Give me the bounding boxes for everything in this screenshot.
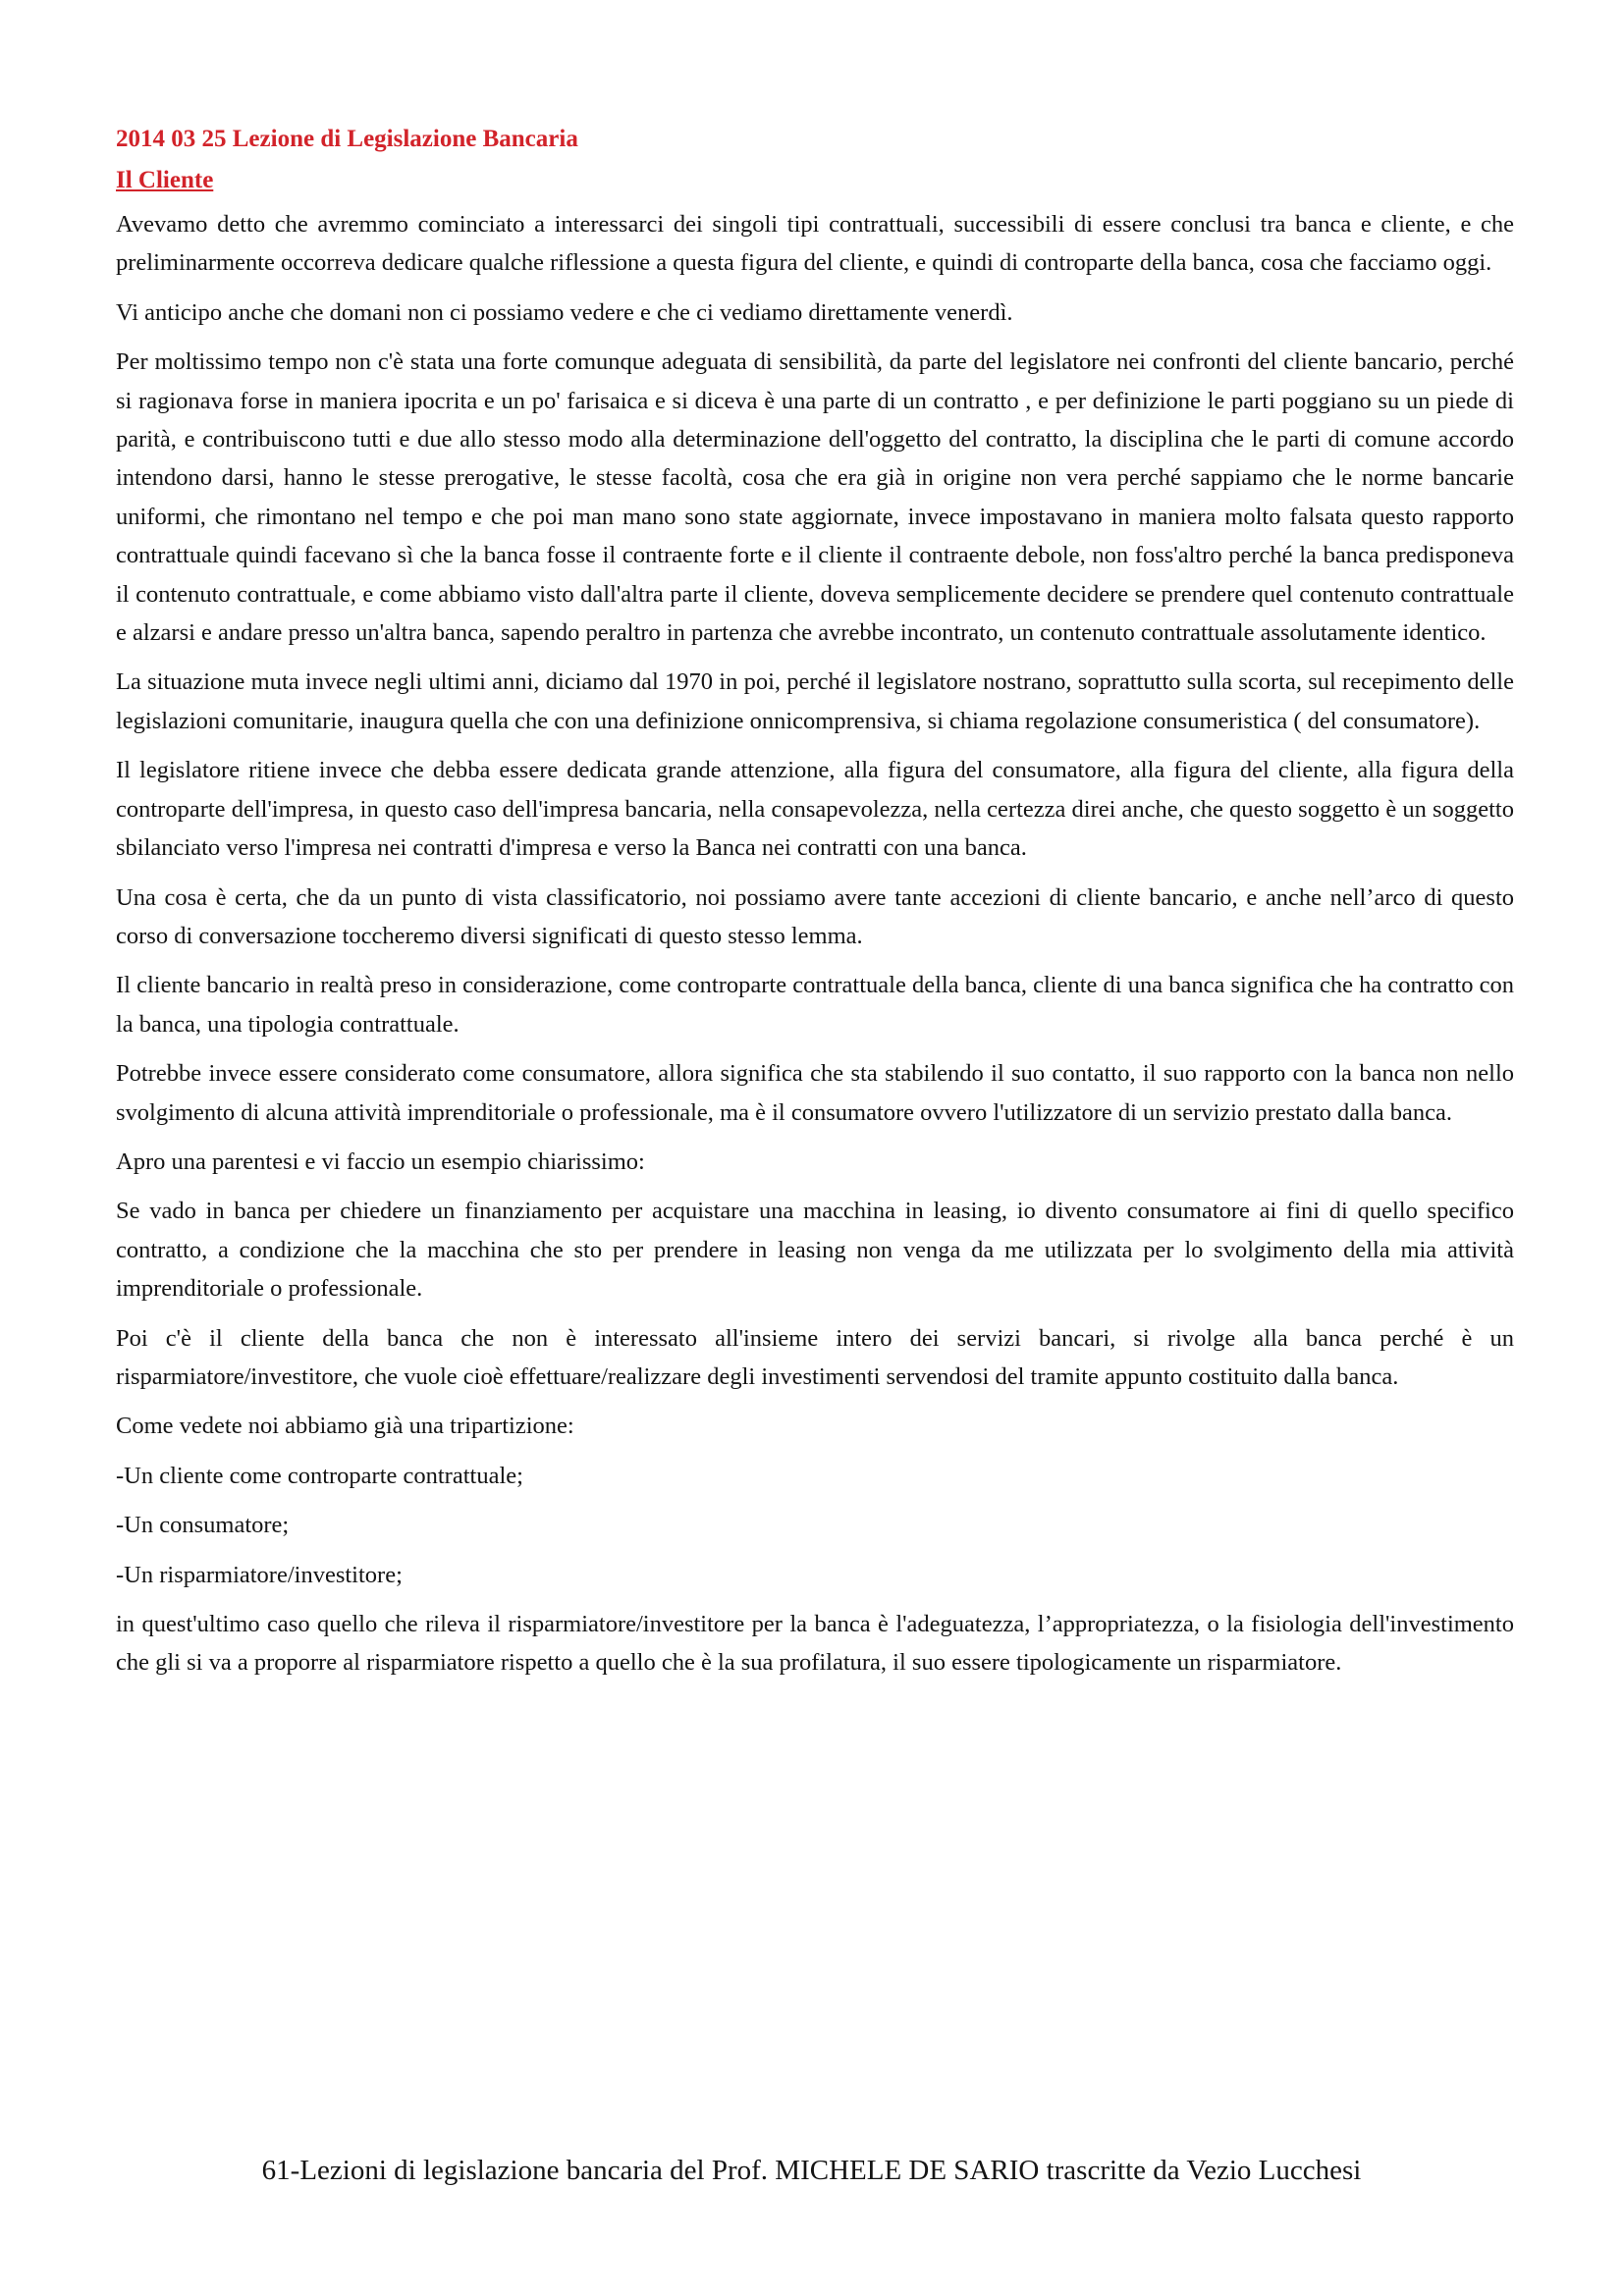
page-footer: 61-Lezioni di legislazione bancaria del Prof. MICHELE DE SARIO trascritte da Vezio Lucchesi	[261, 2155, 1362, 2186]
paragraph: Poi c'è il cliente della banca che non è interessato all'insieme intero dei servizi bancari, si rivolge alla banca perché è un risparmiatore/investitore, che vuole cioè effettuare/realizzare degli investimenti servendosi del tramite appunto costituito dalla banca.	[116, 1324, 1514, 1390]
document-body	[116, 124, 1514, 1693]
section-heading: Il Cliente	[116, 167, 214, 193]
paragraph: Per moltissimo tempo non c'è stata una forte comunque adeguata di sensibilità, da parte del legislatore nei confronti del cliente bancario, perché si ragionava forse in maniera ipocrita e un po' farisaica e si diceva è una parte di un contratto , e per definizione le parti poggiano su un piede di parità, e contribuiscono tutti e due allo stesso modo alla determinazione dell'oggetto del contratto, la disciplina che le parti di comune accordo intendono darsi, hanno le stesse prerogative, le stesse facoltà, cosa che era già in origine non vera perché sappiamo che le norme bancarie uniformi, che rimontano nel tempo e che poi man mano sono state aggiornate, invece impostavano in maniera molto falsata questo rapporto contrattuale quindi facevano sì che la banca fosse il contraente forte e il cliente il contraente debole, non foss'altro perché la banca predisponeva il contenuto contrattuale, e come abbiamo visto dall'altra parte il cliente, doveva semplicemente decidere se prendere quel contenuto contrattuale e alzarsi e andare presso un'altra banca, sapendo peraltro in partenza che avrebbe incontrato, un contenuto contrattuale assolutamente identico.	[116, 348, 1514, 647]
paragraph: Potrebbe invece essere considerato come consumatore, allora significa che sta stabilendo il suo contatto, il suo rapporto con la banca non nello svolgimento di alcuna attività imprenditoriale o professionale, ma è il consumatore ovvero l'utilizzatore di un servizio prestato dalla banca.	[116, 1060, 1514, 1126]
lesson-title: 2014 03 25 Lezione di Legislazione Bancaria	[116, 126, 578, 152]
paragraph: Come vedete noi abbiamo già una tripartizione:	[116, 1413, 574, 1440]
paragraph: Avevamo detto che avremmo cominciato a interessarci dei singoli tipi contrattuali, successibili di essere conclusi tra banca e cliente, e che preliminarmente occorreva dedicare qualche riflessione a questa figura del cliente, e quindi di controparte della banca, cosa che facciamo oggi.	[116, 211, 1514, 277]
paragraph: Una cosa è certa, che da un punto di vista classificatorio, noi possiamo avere tante accezioni di cliente bancario, e anche nell’arco di questo corso di conversazione toccheremo diversi significati di questo stesso lemma.	[116, 883, 1514, 949]
paragraph: in quest'ultimo caso quello che rileva il risparmiatore/investitore per la banca è l'adeguatezza, l’appropriatezza, o la fisiologia dell'investimento che gli si va a proporre al risparmiatore rispetto a quello che è la sua profilatura, il suo essere tipologicamente un risparmiatore.	[116, 1611, 1514, 1677]
paragraph: Il cliente bancario in realtà preso in considerazione, come controparte contrattuale della banca, cliente di una banca significa che ha contratto con la banca, una tipologia contrattuale.	[116, 972, 1514, 1038]
paragraph: La situazione muta invece negli ultimi anni, diciamo dal 1970 in poi, perché il legislatore nostrano, soprattutto sulla scorta, sul recepimento delle legislazioni comunitarie, inaugura quella che con una definizione onnicomprensiva, si chiama regolazione consumeristica ( del consumatore).	[116, 668, 1514, 734]
paragraph: Apro una parentesi e vi faccio un esempio chiarissimo:	[116, 1148, 645, 1175]
paragraph: Il legislatore ritiene invece che debba essere dedicata grande attenzione, alla figura del consumatore, alla figura del cliente, alla figura della controparte dell'impresa, in questo caso dell'impresa bancaria, nella consapevolezza, nella certezza direi anche, che questo soggetto è un soggetto sbilanciato verso l'impresa nei contratti d'impresa e verso la Banca nei contratti con una banca.	[116, 757, 1514, 862]
paragraph: Se vado in banca per chiedere un finanziamento per acquistare una macchina in leasing, io divento consumatore ai fini di quello specifico contratto, a condizione che la macchina che sto per prendere in leasing non venga da me utilizzata per lo svolgimento della mia attività imprenditoriale o professionale.	[116, 1198, 1514, 1303]
list-item: -Un risparmiatore/investitore;	[116, 1561, 403, 1588]
list-item: -Un cliente come controparte contrattuale;	[116, 1462, 523, 1489]
list-item: -Un consumatore;	[116, 1512, 290, 1539]
paragraph: Vi anticipo anche che domani non ci possiamo vedere e che ci vediamo direttamente venerdì.	[116, 298, 1013, 326]
